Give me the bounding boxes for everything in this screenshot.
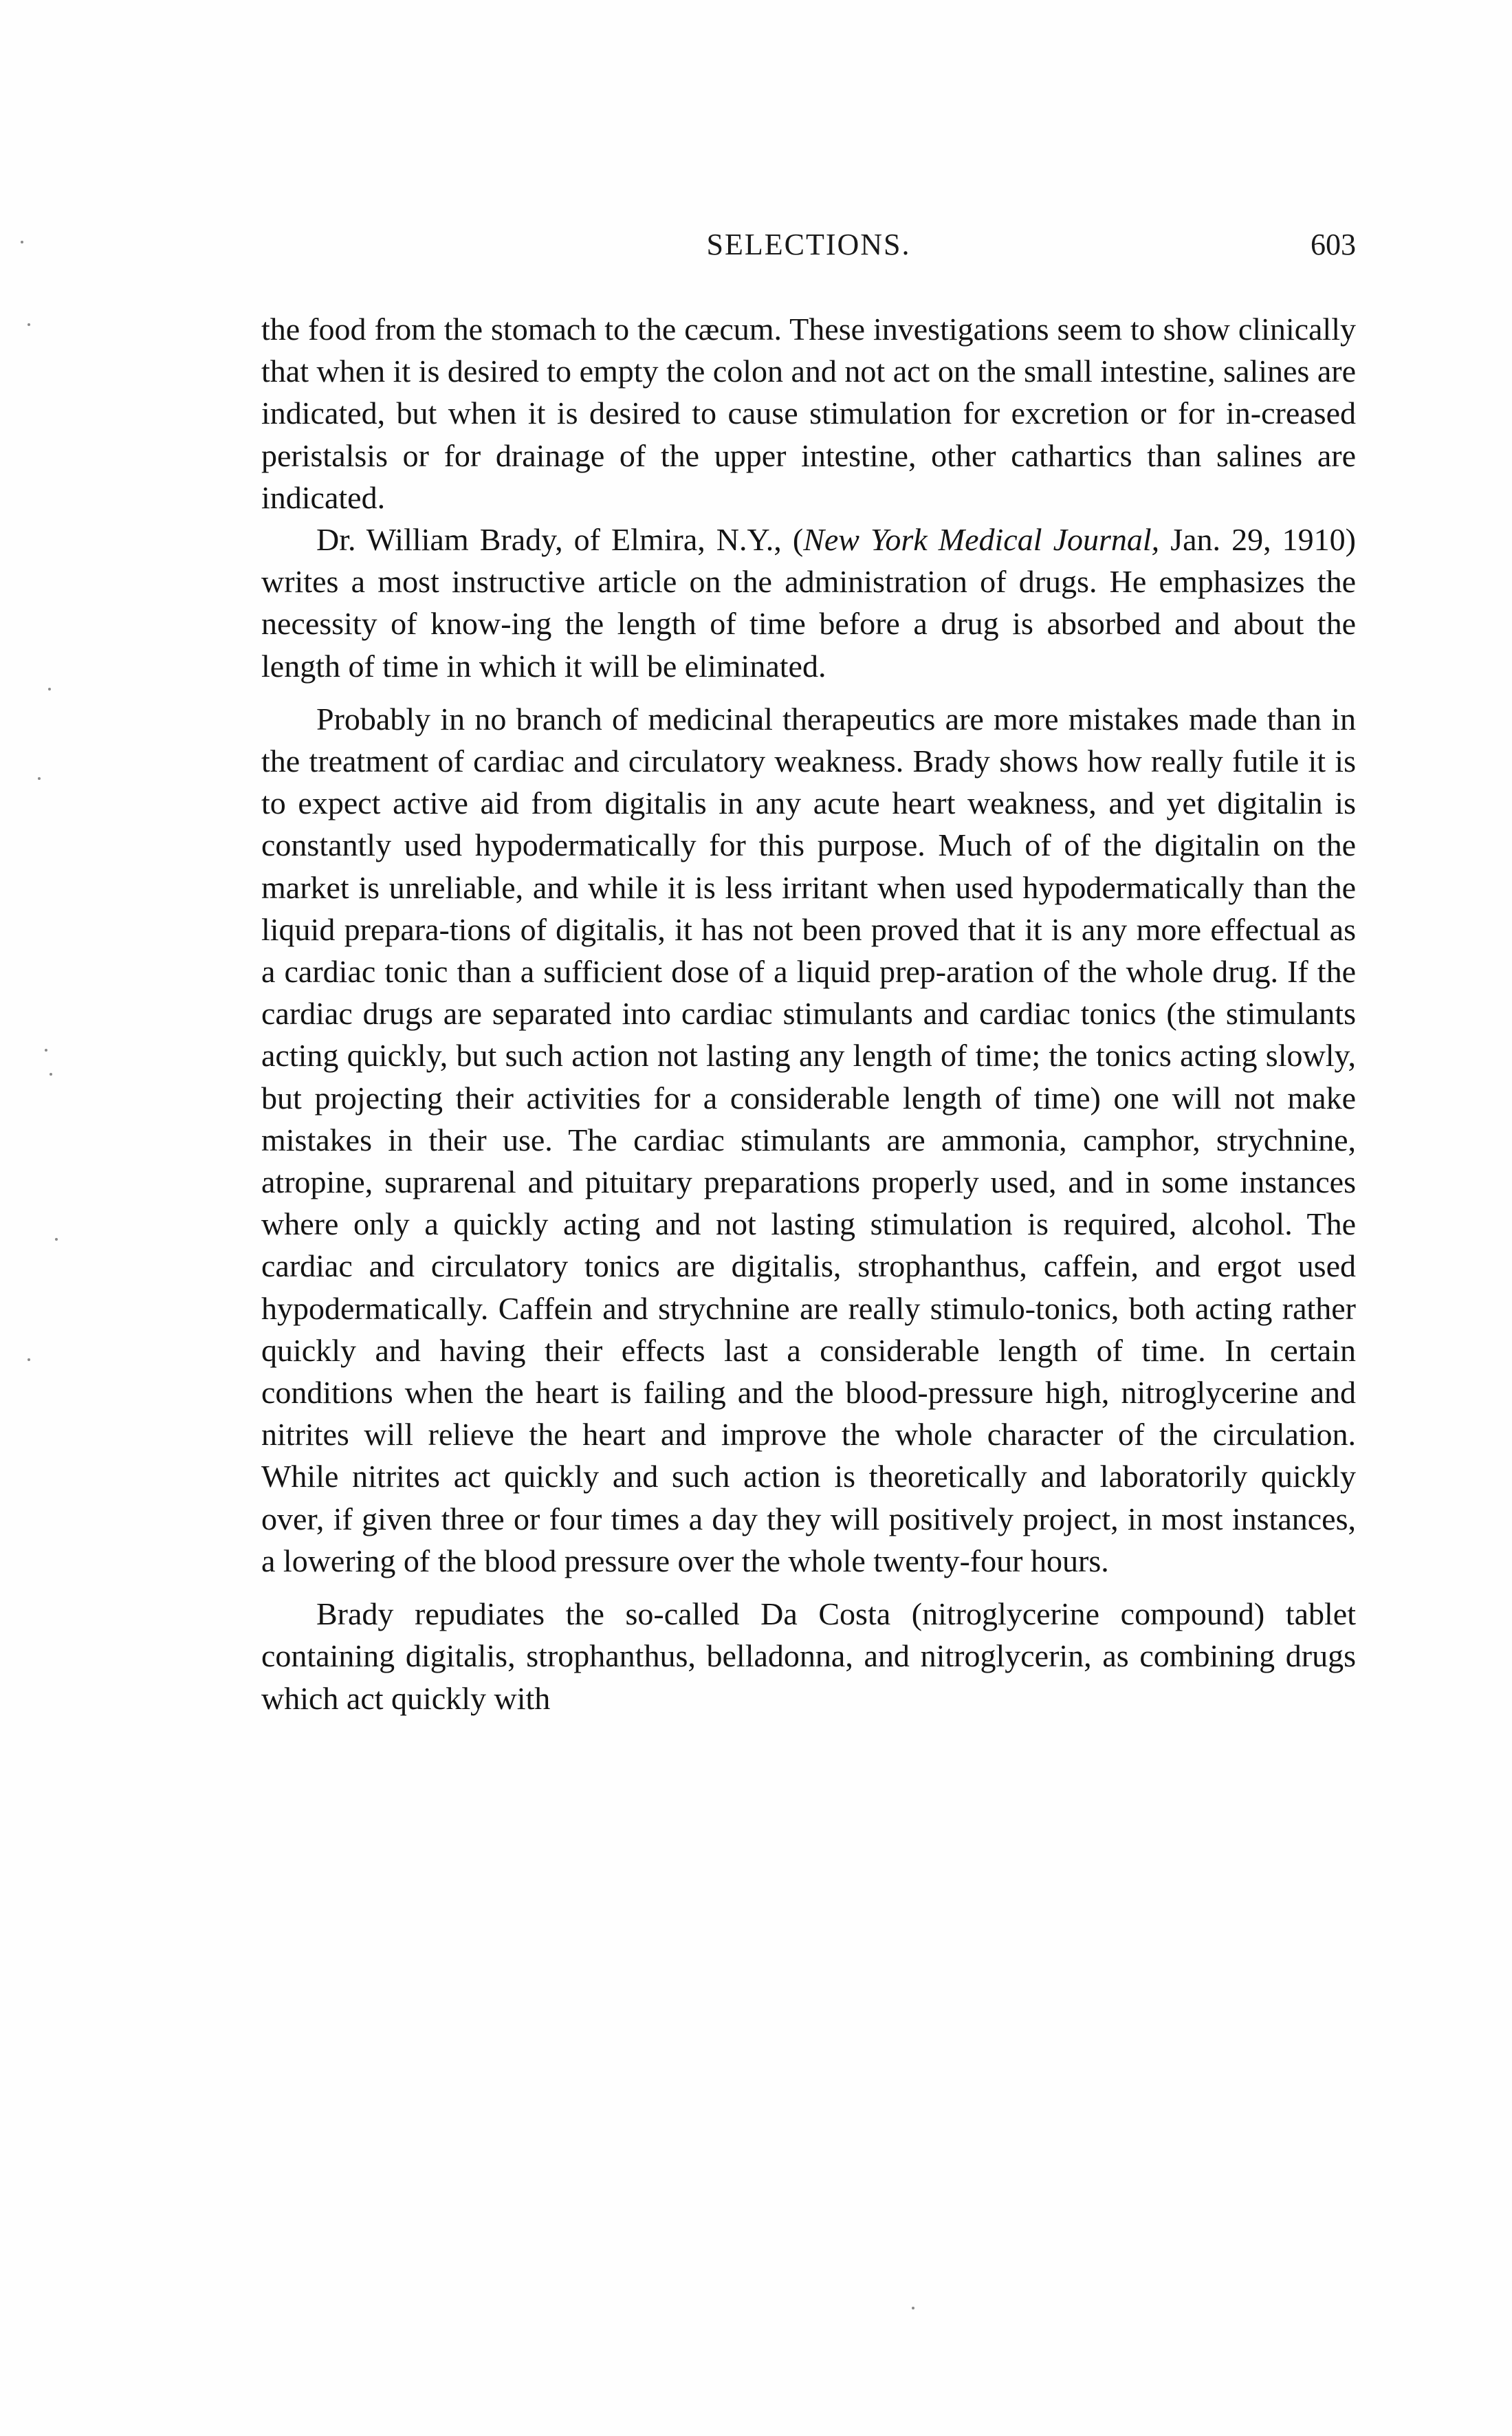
scan-speck [28,323,30,326]
scan-speck [55,1238,58,1241]
scan-speck [48,688,51,690]
scan-speck [21,241,23,243]
paragraph-da-costa: Brady repudiates the so-called Da Costa (nitroglycerine compound) tablet containing digitalis, strophanthus, belladonna, and nitroglycerin, as combining drugs which act quickly with [261,1596,1356,1716]
running-header [261,227,1356,275]
scan-speck [28,1358,30,1361]
running-title: SELECTIONS. [706,228,911,261]
scan-speck [912,2307,914,2309]
paragraph-cardiac-drugs: Probably in no branch of medicinal therapeutics are more mistakes made than in the treatment of cardiac and circulatory weakness. Brady shows how really futile it is to expect active aid from digitalis in any acute heart weakness, and yet digitalin is constantly used hypodermatically for this purpose. Much of of the digitalin on the market is unreliable, and while it is less irritant when used hypodermatically than the liquid prepara-tions of digitalis, it has not been proved that it is any more effectual as a cardiac tonic than a sufficient dose of a liquid prep-aration of the whole drug. If the cardiac drugs are separated into cardiac stimulants and cardiac tonics (the stimulants acting quickly, but such action not lasting any length of time; the tonics acting slowly, but projecting their activities for a considerable length of time) one will not make mistakes in their use. The cardiac stimulants are ammonia, camphor, strychnine, atropine, suprarenal and pituitary preparations properly used, and in some instances where only a quickly acting and not lasting stimulation is required, alcohol. The cardiac and circulatory tonics are digitalis, strophanthus, caffein, and ergot used hypodermatically. Caffein and strychnine are really stimulo-tonics, both acting rather quickly and having their effects last a considerable length of time. In certain conditions when the heart is failing and the blood-pressure high, nitroglycerine and nitrites will relieve the heart and improve the whole character of the circulation. While nitrites act quickly and such action is theoretically and laboratorily quickly over, if given three or four times a day they will positively project, in most instances, a lowering of the blood pressure over the whole twenty-four hours. [261,701,1356,1578]
page-number: 603 [1311,228,1356,261]
journal-title: New York Medical Journal, [803,522,1160,558]
scan-speck [45,1049,47,1052]
scan-speck [38,777,41,780]
scan-speck [50,1073,52,1076]
citation-rest: Jan. 29, 1910) writes a most instructive article on the administration of drugs. He emphasizes the necessity of know-ing the length of time before a drug is absorbed and about the length of time in which it will be eliminated. [261,522,1356,684]
citation-lead: Dr. William Brady, of Elmira, N.Y., ( [316,522,804,558]
paragraph-brady-citation [261,519,1356,687]
paragraph-continuation: the food from the stomach to the cæcum. These investigations seem to show clinically that when it is desired to empty the colon and not act on the small intestine, salines are indicated, but when it is desired to cause stimulation for excretion or for in-creased peristalsis or for drainage of the upper intestine, other cathartics than salines are indicated. [261,312,1356,515]
body-text [261,308,1356,1719]
